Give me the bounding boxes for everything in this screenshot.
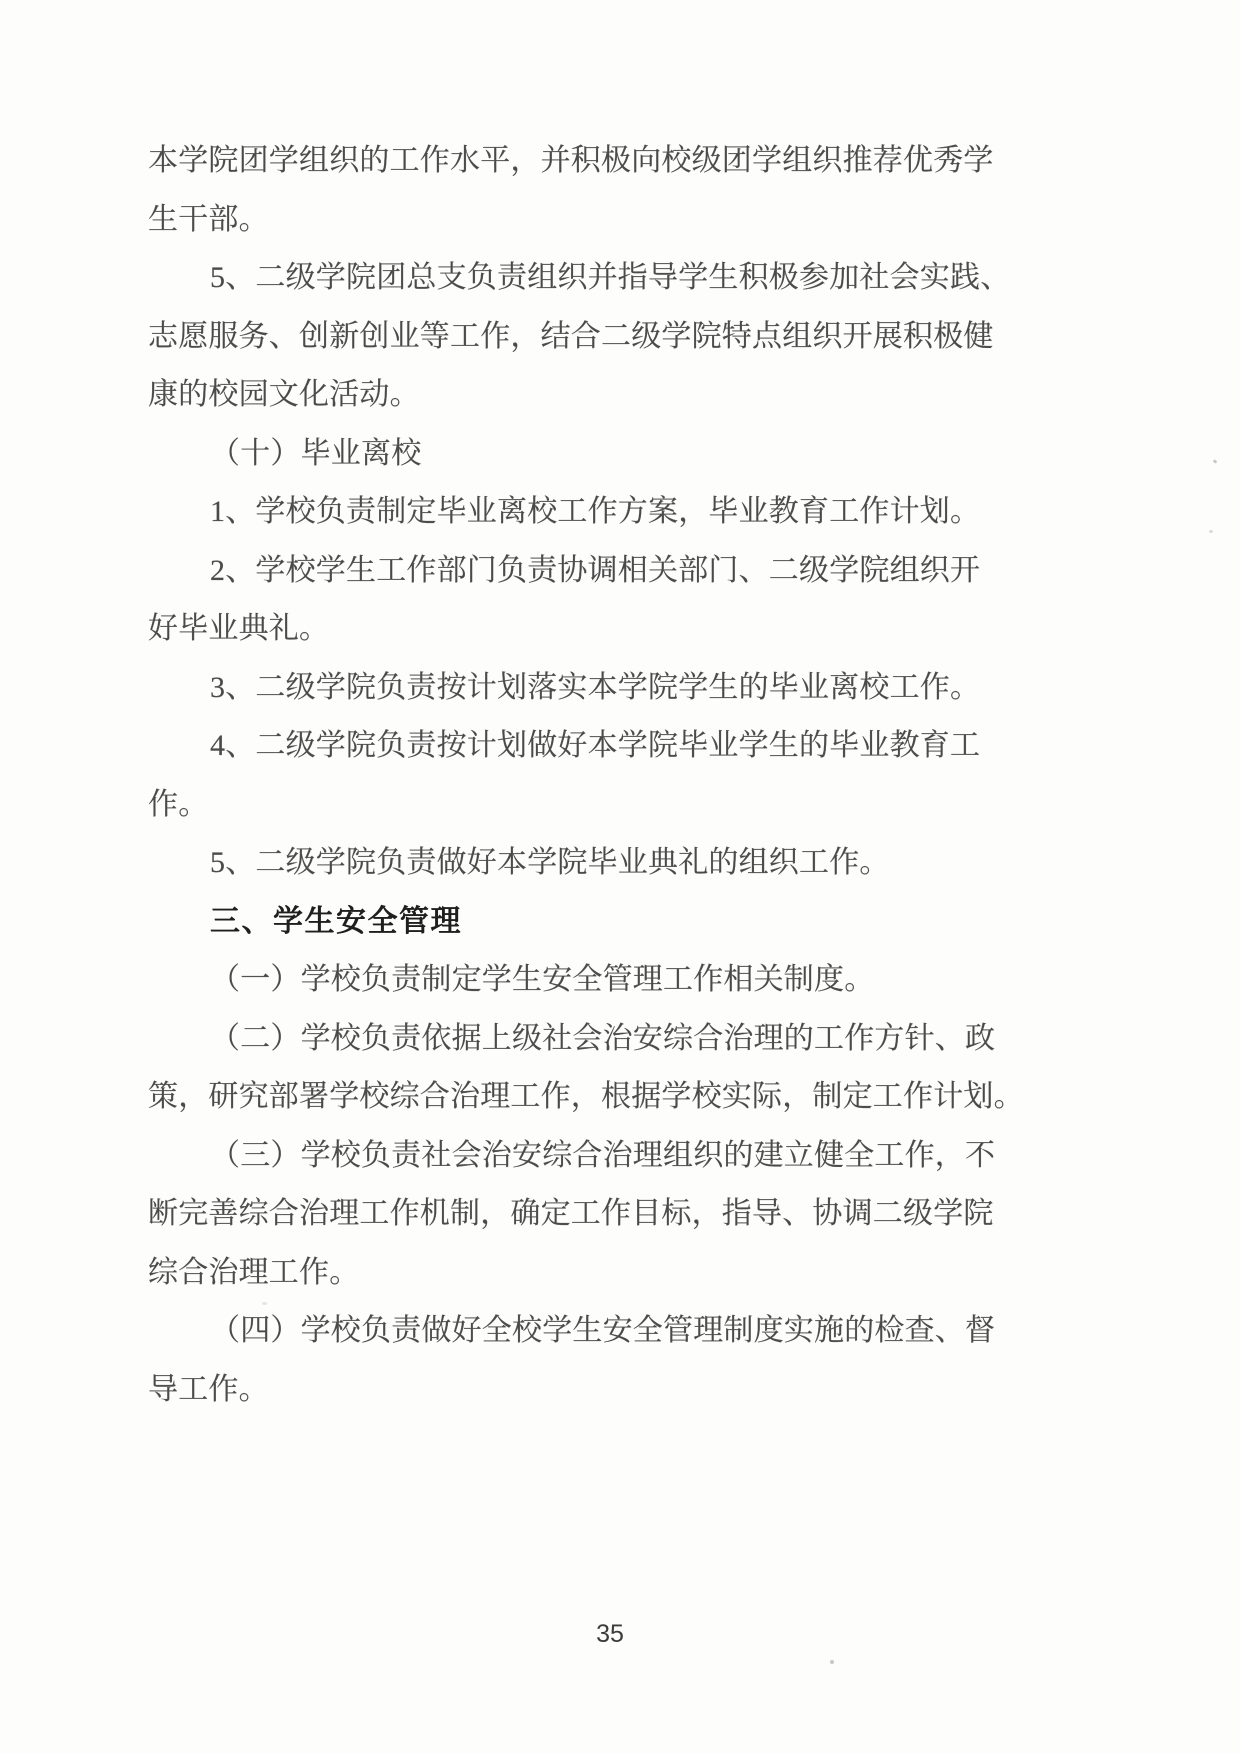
text-line: （一）学校负责制定学生安全管理工作相关制度。: [210, 963, 875, 996]
text-line: 3、二级学院负责按计划落实本学院学生的毕业离校工作。: [210, 670, 981, 704]
page-number: 35: [596, 1620, 624, 1648]
text-line: 5、二级学院负责做好本学院毕业典礼的组织工作。: [210, 846, 890, 879]
text-line: 本学院团学组织的工作水平，并积极向校级团学组织推荐优秀学: [148, 144, 994, 177]
text-line: 1、学校负责制定毕业离校工作方案，毕业教育工作计划。: [210, 495, 981, 528]
section-heading: 三、学生安全管理: [210, 904, 462, 938]
text-line: （三）学校负责社会治安综合治理组织的建立健全工作，不: [210, 1138, 996, 1172]
text-line: 策，研究部署学校综合治理工作，根据学校实际，制定工作计划。: [148, 1080, 1024, 1113]
text-line: 志愿服务、创新创业等工作，结合二级学院特点组织开展积极健: [148, 319, 994, 353]
scan-speck: [830, 1660, 834, 1664]
text-line: 生干部。: [148, 202, 269, 236]
text-line: （二）学校负责依据上级社会治安综合治理的工作方针、政: [210, 1021, 996, 1055]
text-line: 好毕业典礼。: [148, 612, 330, 645]
scan-speck: [1209, 530, 1213, 533]
text-line: 综合治理工作。: [148, 1255, 360, 1289]
text-line: 导工作。: [148, 1372, 269, 1406]
text-line: 4、二级学院负责按计划做好本学院毕业学生的毕业教育工: [210, 729, 981, 762]
text-line: （四）学校负责做好全校学生安全管理制度实施的检查、督: [210, 1314, 996, 1347]
subsection-heading: （十）毕业离校: [210, 436, 422, 470]
document-body: [148, 132, 1048, 1419]
text-line: 作。: [148, 787, 209, 821]
text-line: 2、学校学生工作部门负责协调相关部门、二级学院组织开: [210, 553, 981, 587]
scan-speck: [262, 1302, 267, 1305]
text-line: 康的校园文化活动。: [148, 378, 420, 411]
text-line: 5、二级学院团总支负责组织并指导学生积极参加社会实践、: [210, 261, 1011, 294]
scan-speck: [1213, 459, 1218, 464]
text-line: 断完善综合治理工作机制，确定工作目标，指导、协调二级学院: [148, 1197, 994, 1230]
